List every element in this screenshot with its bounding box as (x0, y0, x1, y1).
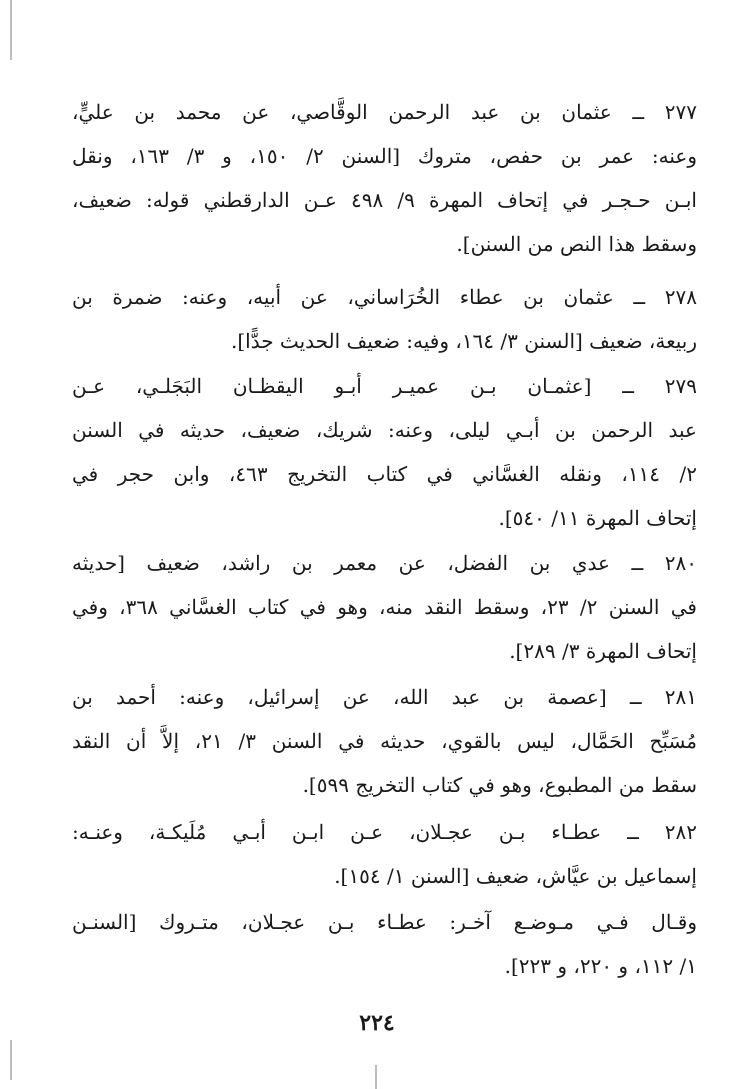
entry-line: ٢/ ١١٤، ونقله الغسَّاني في كتاب التخريج ٤٦٣، وابن حجر في (72, 462, 697, 486)
entry-line: مُسَبِّح الحَمَّال، ليس بالقوي، حديثه في السنن ٣/ ٢١، إلاَّ أن النقد (72, 729, 697, 753)
entry-line: ١/ ١١٢، و ٢٢٠، و ٢٢٣]. (504, 954, 697, 978)
entry-line: ربيعة، ضعيف [السنن ٣/ ١٦٤، وفيه: ضعيف الحديث جدًّا]. (231, 329, 697, 353)
entry-line: ٢٧٩ ــ [عثمـان بـن عميـر أبـو اليقظـان البَجَلـي، عـن (72, 374, 697, 398)
entry-line: إتحاف المهرة ١١/ ٥٤٠]. (498, 506, 697, 530)
entry-line: ٢٨٠ ــ عدي بن الفضل، عن معمر بن راشد، ضعيف [حديثه (72, 551, 697, 575)
entry-line: وقـال فـي مـوضـع آخـر: عطـاء بـن عجـلان، متـروك [السنـن (72, 910, 697, 934)
entry-line: إتحاف المهرة ٣/ ٢٨٩]. (509, 639, 697, 663)
entry-line: سقط من المطبوع، وهو في كتاب التخريج ٥٩٩]. (302, 773, 697, 797)
entry-line: ٢٨١ ــ [عصمة بن عبد الله، عن إسرائيل، وعنه: أحمد بن (72, 685, 697, 709)
entry-line: في السنن ٢/ ٢٣، وسقط النقد منه، وهو في كتاب الغسَّاني ٣٦٨، وفي (72, 595, 697, 619)
scan-edge-mark-top (10, 0, 12, 60)
entry-line: ٢٧٨ ــ عثمان بن عطاء الخُرَاساني، عن أبيه، وعنه: ضمرة بن (72, 285, 697, 309)
entry-line: ٢٨٢ ــ عطـاء بـن عجـلان، عـن ابـن أبـي مُلَيكـة، وعنـه: (72, 820, 697, 844)
scan-gutter-mark (375, 1065, 377, 1089)
entry-line: عبد الرحمن بن أبـي ليلى، وعنه: شريك، ضعيف، حديثه في السنن (72, 418, 697, 442)
entry-line: إسماعيل بن عيَّاش، ضعيف [السنن ١/ ١٥٤]. (334, 864, 697, 888)
entry-line: وعنه: عمر بن حفص، متروك [السنن ٢/ ١٥٠، و ٣/ ١٦٣، ونقل (72, 144, 697, 168)
page-number: ٢٢٤ (359, 1010, 395, 1036)
scan-edge-mark-bottom (10, 1040, 12, 1080)
entry-line: ابـن حـجـر في إتحاف المهرة ٩/ ٤٩٨ عـن الدارقطني قوله: ضعيف، (72, 188, 697, 212)
entry-line: وسقط هذا النص من السنن]. (456, 232, 697, 256)
entry-line: ٢٧٧ ــ عثمان بن عبد الرحمن الوقَّاصي، عن محمد بن عليٍّ، (72, 100, 697, 124)
